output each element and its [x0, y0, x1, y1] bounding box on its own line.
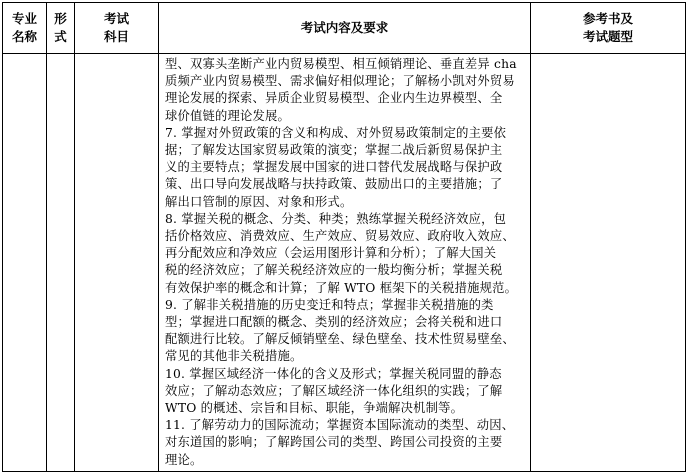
content-line: 9. 了解非关税措施的历史变迁和特点；掌握非关税措施的类 — [165, 297, 494, 312]
content-lines — [165, 56, 524, 469]
content-line: 再分配效应和净效应（会运用图形计算和分析）；了解大国关 — [165, 246, 497, 261]
cell-major-name — [3, 54, 47, 472]
content-line: 配额进行比较。了解反倾销壁垒、绿色壁垒、技术性贸易壁垒、 — [165, 332, 515, 347]
content-line: 8. 掌握关税的概念、分类、种类；熟练掌握关税经济效应，包 — [165, 211, 507, 226]
table-row — [3, 54, 686, 472]
content-line: 策、出口导向发展战略与扶持政策、鼓励出口的主要措施；了 — [165, 177, 503, 192]
content-line: 球价值链的理论发展。 — [165, 108, 290, 123]
content-line: 对东道国的影响；了解跨国公司的类型、跨国公司投资的主要 — [165, 435, 503, 450]
header-exam-content: 考试内容及要求 — [159, 3, 531, 54]
header-reference-books: 参考书及 考试题型 — [531, 3, 686, 54]
header-exam-subject: 考试 科目 — [75, 3, 159, 54]
exam-syllabus-table — [2, 2, 686, 472]
content-line: 括价格效应、消费效应、生产效应、贸易效应、政府收入效应、 — [165, 229, 515, 244]
content-line: 型；掌握进口配额的概念、类别的经济效应；会将关税和进口 — [165, 315, 503, 330]
content-line: 有效保护率的概念和计算；了解 WTO 框架下的关税措施规范。 — [165, 280, 518, 295]
cell-exam-subject — [75, 54, 159, 472]
content-line: 理论发展的探索、异质企业贸易模型、企业内生边界模型、全 — [165, 91, 503, 106]
cell-exam-content — [159, 54, 531, 472]
content-line: 义的主要特点；掌握发展中国家的进口替代发展战略与保护政 — [165, 160, 503, 175]
content-line: WTO 的概述、宗旨和目标、职能，争端解决机制等。 — [165, 401, 464, 416]
cell-format — [47, 54, 75, 472]
table-header-row — [3, 3, 686, 54]
content-line: 7. 掌握对外贸政策的含义和构成、对外贸易政策制定的主要依 — [165, 125, 507, 140]
cell-reference-books — [531, 54, 686, 472]
header-major-name: 专业 名称 — [3, 3, 47, 54]
content-line: 解出口管制的原因、对象和形式。 — [165, 194, 353, 209]
content-line: 质频产业内贸易模型、需求偏好相似理论；了解杨小凯对外贸易 — [165, 74, 515, 89]
content-line: 理论。 — [165, 452, 203, 467]
content-line: 11. 了解劳动力的国际流动；掌握资本国际流动的类型、动因、 — [165, 418, 515, 433]
content-line: 10. 掌握区域经济一体化的含义及形式；掌握关税同盟的静态 — [165, 366, 502, 381]
header-format: 形 式 — [47, 3, 75, 54]
content-line: 型、双寡头垄断产业内贸易模型、相互倾销理论、垂直差异 cha — [165, 57, 517, 71]
content-line: 效应；了解动态效应；了解区域经济一体化组织的实践；了解 — [165, 383, 503, 398]
content-line: 据；了解发达国家贸易政策的演变；掌握二战后新贸易保护主 — [165, 143, 503, 158]
content-line: 常见的其他非关税措施。 — [165, 349, 303, 364]
content-line: 税的经济效应；了解关税经济效应的一般均衡分析；掌握关税 — [165, 263, 503, 278]
